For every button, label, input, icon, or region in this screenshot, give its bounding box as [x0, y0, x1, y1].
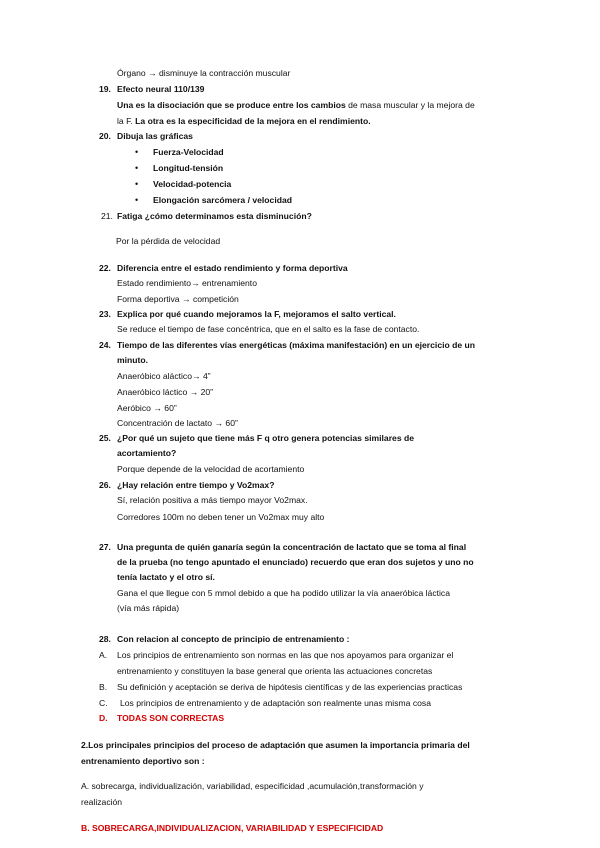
- q19-number: 19.: [99, 84, 111, 94]
- s2-correct-answer: B. SOBRECARGA,INDIVIDUALIZACION, VARIABILIDAD Y ESPECIFICIDAD: [81, 823, 384, 833]
- q21-title: Fatiga ¿cómo determinamos esta disminución?: [117, 211, 312, 221]
- q20-item: Elongación sarcómera / velocidad: [153, 195, 292, 205]
- q28-option-a-line1: Los principios de entrenamiento son normas en las que nos apoyamos para organizar el: [117, 650, 454, 660]
- q26-title: ¿Hay relación entre tiempo y Vo2max?: [117, 480, 275, 490]
- q21-answer: Por la pérdida de velocidad: [116, 236, 221, 246]
- q27-title-line2: de la prueba (no tengo apuntado el enunciado) recuerdo que eran dos sujetos y uno no: [117, 557, 474, 567]
- q22-answer-line2: Forma deportiva → competición: [117, 294, 239, 304]
- q19-answer-line2: [117, 115, 371, 127]
- q19-answer-line1-normal: de masa muscular y la mejora de: [345, 100, 475, 110]
- q24-answer-line: Anaeróbico láctico → 20”: [117, 387, 214, 397]
- q24-title-line1: Tiempo de las diferentes vías energéticas (máxima manifestación) en un ejercicio de un: [117, 340, 476, 350]
- q27-title-line1: Una pregunta de quién ganaría según la concentración de lactato que se toma al final: [117, 542, 467, 552]
- q26-number: 26.: [99, 480, 111, 490]
- q25-title-line2: acortamiento?: [117, 448, 177, 458]
- q28-option-c-letter: C.: [99, 698, 108, 708]
- q28-option-d-correct: TODAS SON CORRECTAS: [117, 713, 225, 723]
- q24-answer-line: Concentración de lactato → 60”: [117, 418, 238, 428]
- q20-number: 20.: [99, 131, 111, 141]
- q25-answer: Porque depende de la velocidad de acortamiento: [117, 464, 305, 474]
- q24-title-line2: minuto.: [117, 355, 149, 365]
- q27-title-line3: tenía lactato y el otro sí.: [117, 572, 215, 582]
- q21-number: 21.: [101, 211, 113, 221]
- q24-answer-line: Aeróbico → 60”: [117, 403, 177, 413]
- q28-option-b-letter: B.: [99, 682, 108, 692]
- s2-title-line1: 2.Los principales principios del proceso de adaptación que asumen la importancia primaria del: [81, 740, 470, 750]
- s2-option-a-line2: realización: [81, 797, 123, 807]
- bullet-icon: •: [135, 179, 139, 189]
- q26-answer-line1: Sí, relación positiva a más tiempo mayor Vo2max.: [117, 495, 308, 505]
- bullet-icon: •: [135, 147, 139, 157]
- q28-option-c: Los principios de entrenamiento y de adaptación son realmente unas misma cosa: [120, 698, 431, 708]
- bullet-icon: •: [135, 163, 139, 173]
- q19-answer-line2-normal: la F.: [117, 116, 136, 126]
- q20-item: Longitud-tensión: [153, 163, 224, 173]
- q27-answer-line1: Gana el que llegue con 5 mmol debido a que ha podido utilizar la vía anaeróbica láctica: [117, 588, 450, 598]
- q19-answer-line2-bold: La otra es la especificidad de la mejora en el rendimiento.: [135, 116, 371, 126]
- q24-answer-line: Anaeróbico aláctico→ 4”: [117, 371, 211, 381]
- q18-answer: Órgano → disminuye la contracción muscular: [117, 68, 291, 78]
- q28-option-d-letter: D.: [99, 713, 108, 723]
- q19-answer-line1: [117, 99, 475, 111]
- q22-answer-line1: Estado rendimiento→ entrenamiento: [117, 278, 257, 288]
- q27-answer-line2: (vía más rápida): [117, 603, 180, 613]
- q28-number: 28.: [99, 634, 111, 644]
- q28-title: Con relacion al concepto de principio de entrenamiento :: [117, 634, 350, 644]
- bullet-icon: •: [135, 195, 139, 205]
- s2-title-line2: entrenamiento deportivo son :: [81, 756, 205, 766]
- q27-number: 27.: [99, 542, 111, 552]
- q19-title: Efecto neural 110/139: [117, 84, 205, 94]
- q20-item: Velocidad-potencia: [153, 179, 232, 189]
- q20-item: Fuerza-Velocidad: [153, 147, 224, 157]
- q26-answer-line2: Corredores 100m no deben tener un Vo2max muy alto: [117, 512, 325, 522]
- q23-number: 23.: [99, 309, 111, 319]
- q19-answer-line1-bold: Una es la disociación que se produce entre los cambios: [117, 100, 346, 110]
- q24-number: 24.: [99, 340, 111, 350]
- q25-title-line1: ¿Por qué un sujeto que tiene más F q otro genera potencias similares de: [117, 433, 415, 443]
- q28-option-a-line2: entrenamiento y constituyen la base general que orienta las actuaciones concretas: [117, 666, 433, 676]
- q22-title: Diferencia entre el estado rendimiento y forma deportiva: [117, 263, 348, 273]
- s2-option-a-line1: A. sobrecarga, individualización, variabilidad, especificidad ,acumulación,transformación y: [81, 781, 424, 791]
- q23-answer: Se reduce el tiempo de fase concéntrica, que en el salto es la fase de contacto.: [117, 324, 420, 334]
- q22-number: 22.: [99, 263, 111, 273]
- q28-option-b: Su definición y aceptación se deriva de hipótesis científicas y de las experiencias practicas: [117, 682, 463, 692]
- q25-number: 25.: [99, 433, 111, 443]
- q23-title: Explica por qué cuando mejoramos la F, mejoramos el salto vertical.: [117, 309, 396, 319]
- q20-title: Dibuja las gráficas: [117, 131, 193, 141]
- q28-option-a-letter: A.: [99, 650, 108, 660]
